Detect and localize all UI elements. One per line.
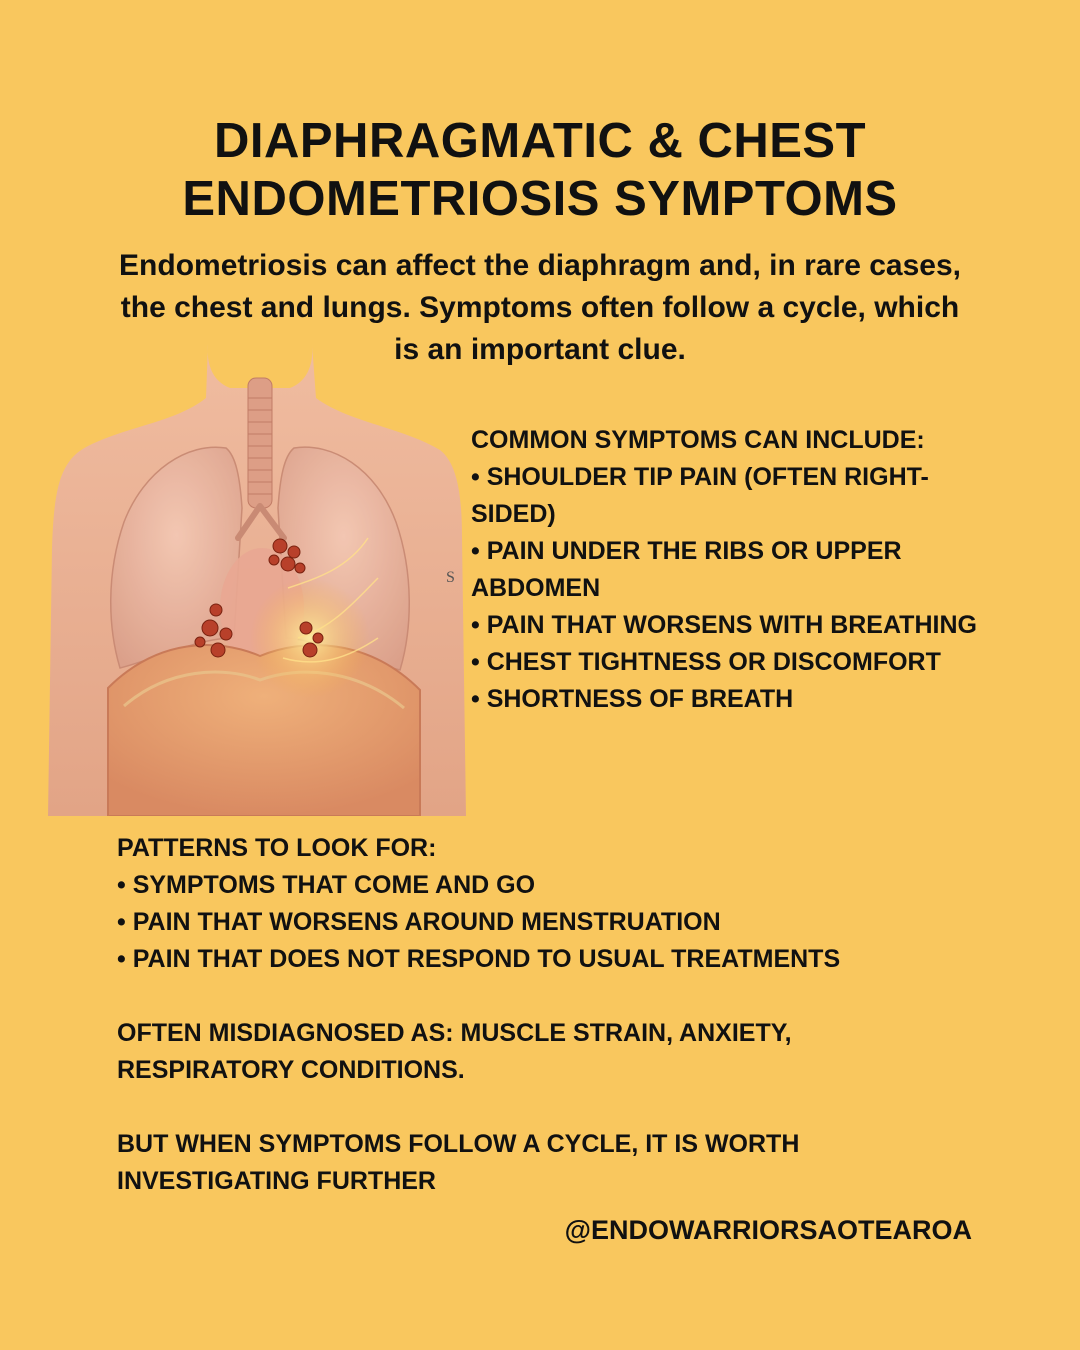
list-item: • PAIN UNDER THE RIBS OR UPPER ABDOMEN	[471, 537, 902, 602]
chest-anatomy-illustration	[48, 338, 468, 816]
common-symptoms-heading: COMMON SYMPTOMS CAN INCLUDE:	[471, 426, 925, 454]
page-title	[0, 112, 1080, 228]
list-item: • CHEST TIGHTNESS OR DISCOMFORT	[471, 648, 941, 676]
patterns-list	[117, 830, 997, 978]
illustration-label: S	[446, 569, 455, 586]
common-symptoms-list	[471, 422, 991, 718]
list-item: • SHOULDER TIP PAIN (OFTEN RIGHT-SIDED)	[471, 463, 929, 528]
list-item: • SHORTNESS OF BREATH	[471, 685, 794, 713]
misdiagnosed-text: OFTEN MISDIAGNOSED AS: MUSCLE STRAIN, ANXIETY, RESPIRATORY CONDITIONS.	[117, 1019, 792, 1084]
patterns-heading: PATTERNS TO LOOK FOR:	[117, 834, 437, 862]
title-line-2: ENDOMETRIOSIS SYMPTOMS	[182, 172, 898, 226]
list-item: • PAIN THAT WORSENS AROUND MENSTRUATION	[117, 908, 721, 936]
list-item: • PAIN THAT DOES NOT RESPOND TO USUAL TREATMENTS	[117, 945, 841, 973]
social-handle: @ENDOWARRIORSAOTEAROA	[564, 1215, 972, 1245]
intro-text: Endometriosis can affect the diaphragm and, in rare cases, the chest and lungs. Symptoms often follow a cycle, which is an important clue.	[119, 249, 961, 366]
title-line-1: DIAPHRAGMATIC & CHEST	[213, 114, 867, 168]
list-item: • PAIN THAT WORSENS WITH BREATHING	[471, 611, 977, 639]
closing-text: BUT WHEN SYMPTOMS FOLLOW A CYCLE, IT IS WORTH INVESTIGATING FURTHER	[117, 1130, 800, 1195]
list-item: • SYMPTOMS THAT COME AND GO	[117, 871, 536, 899]
